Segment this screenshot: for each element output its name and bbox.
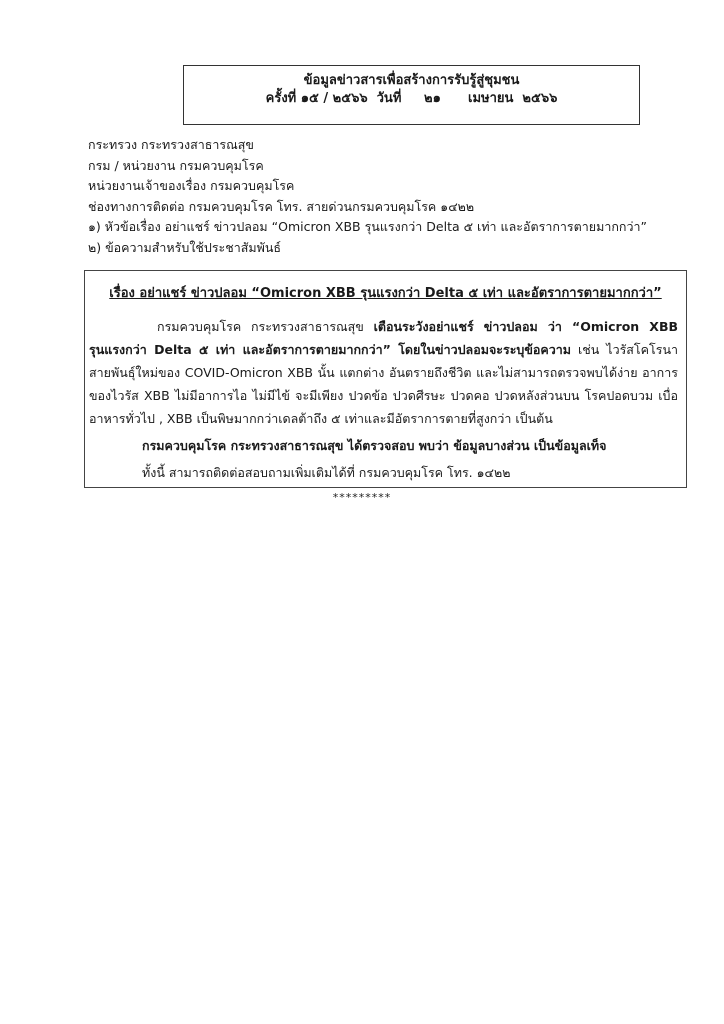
meta-topic: ๑) หัวข้อเรื่อง อย่าแชร์ ข่าวปลอม “Omicron XBB รุนแรงกว่า Delta ๕ เท่า และอัตราการตายมากกว่า” [88,219,648,234]
meta-department: กรม / หน่วยงาน กรมควบคุมโรค [88,157,264,173]
notice-body [89,315,678,430]
meta-owner: หน่วยงานเจ้าของเรื่อง กรมควบคุมโรค [88,178,295,193]
meta-section [88,135,688,258]
header-box [183,65,640,125]
notice-body-intro: กรมควบคุมโรค กระทรวงสาธารณสุข [157,319,374,334]
notice-title: เรื่อง อย่าแชร์ ข่าวปลอม “Omicron XBB รุนแรงกว่า Delta ๕ เท่า และอัตราการตายมากกว่า” [109,286,662,301]
notice-contact: ทั้งนี้ สามารถติดต่อสอบถามเพิ่มเติมได้ที่ กรมควบคุมโรค โทร. ๑๔๒๒ [142,465,511,480]
notice-body-details: เช่น ไวรัสโคโรนาสายพันธุ์ใหม่ของ COVID-Omicron XBB นั้น แตกต่าง อันตรายถึงชีวิต และไม่สามารถตรวจพบได้ง่าย อาการของไวรัส XBB ไม่มีอาการไอ ไม่มีไข้ จะมีเพียง ปวดข้อ ปวดศีรษะ ปวดคอ ปวดหลังส่วนบน โรคปอดบวม เบื่ออาหารทั่วไป , XBB เป็นพิษมากกว่าเดลต้าถึง ๕ เท่าและมีอัตราการตายที่สูงกว่า เป็นต้น [89,342,679,426]
notice-box [84,270,687,488]
header-issue-date: ครั้งที่ ๑๕ / ๒๕๖๖ วันที่ ๒๑ เมษายน ๒๕๖๖ [265,91,558,106]
header-title: ข้อมูลข่าวสารเพื่อสร้างการรับรู้สู่ชุมชน [303,73,520,88]
meta-contact: ช่องทางการติดต่อ กรมควบคุมโรค โทร. สายด่วนกรมควบคุมโรค ๑๔๒๒ [88,198,475,214]
meta-ministry: กระทรวง กระทรวงสาธารณสุข [88,137,254,152]
meta-pr-label: ๒) ข้อความสำหรับใช้ประชาสัมพันธ์ [88,239,282,255]
end-mark: ********* [332,491,392,504]
notice-body-warning: เตือนระวังอย่าแชร์ ข่าวปลอม ว่า “Omicron XBB รุนแรงกว่า Delta ๕ เท่า และอัตราการตายมากกว่า” โดยในข่าวปลอมจะระบุข้อความ [89,319,678,357]
notice-verdict: กรมควบคุมโรค กระทรวงสาธารณสุข ได้ตรวจสอบ พบว่า ข้อมูลบางส่วน เป็นข้อมูลเท็จ [142,438,607,453]
